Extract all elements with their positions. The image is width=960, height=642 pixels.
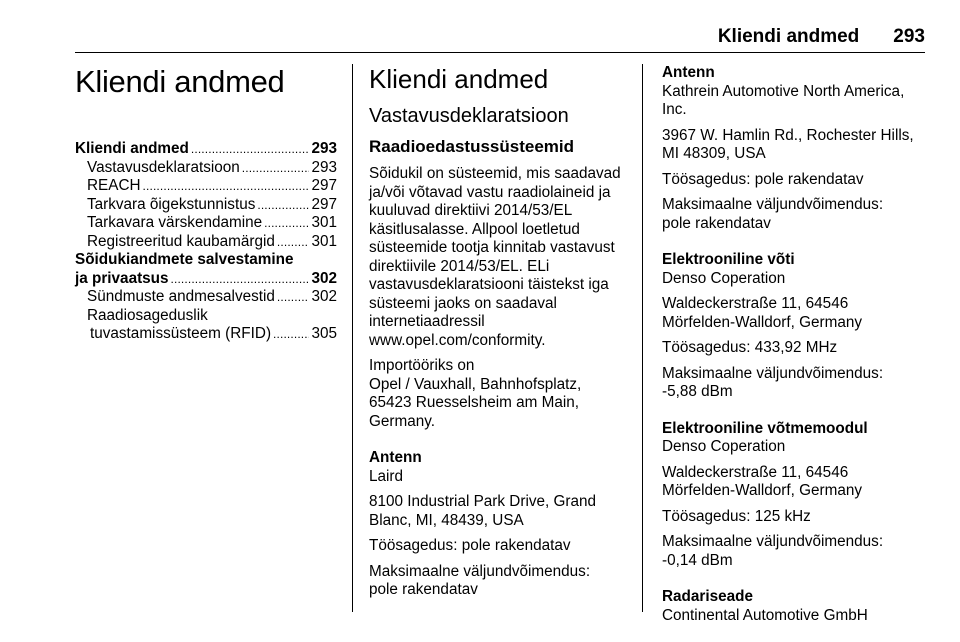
radar-maker: Continental Automotive GmbH <box>662 606 868 624</box>
toc-entry[interactable]: ja privaatsus . . . 302 <box>75 270 337 289</box>
antenna2-address: 3967 W. Hamlin Rd., Rochester Hills, MI 48309, USA <box>662 126 914 162</box>
key-power: Maksimaalne väljundvõimendus: -5,88 dBm <box>662 364 884 400</box>
chapter-title: Kliendi andmed <box>75 64 285 99</box>
toc-entry[interactable]: Tarkavara värskendamine . . . 301 <box>75 214 337 233</box>
right-column <box>662 64 932 632</box>
antenna2-band: Töösagedus: pole rakendatav <box>662 170 864 188</box>
conformity-link[interactable]: www.opel.com/conformity. <box>369 331 546 349</box>
antenna-maker: Laird <box>369 467 404 485</box>
antenna-power: Maksimaalne väljundvõimendus: pole rakendatav <box>369 562 591 598</box>
page-number: 293 <box>893 26 925 47</box>
key-module-address: Waldeckerstraße 11, 64546 Mörfelden-Walldorf, Germany <box>662 463 863 499</box>
column-divider <box>642 64 643 612</box>
toc-entry-line1[interactable]: Raadiosageduslik <box>87 306 208 324</box>
antenna2-power: Maksimaalne väljundvõimendus: pole rakendatav <box>662 196 884 232</box>
header-rule <box>75 52 925 53</box>
key-module-heading: Elektrooniline võtmemoodul <box>662 419 868 437</box>
radar-heading: Radariseade <box>662 588 753 605</box>
antenna-address: 8100 Industrial Park Drive, Grand Blanc, MI, 48439, USA <box>369 493 597 529</box>
key-module-power: Maksimaalne väljundvõimendus: -0,14 dBm <box>662 533 884 569</box>
antenna2-maker: Kathrein Automotive North America, Inc. <box>662 82 905 118</box>
running-header <box>75 26 925 48</box>
antenna-band: Töösagedus: pole rakendatav <box>369 537 571 554</box>
toc-entry[interactable]: tuvastamissüsteem (RFID) . . . 305 <box>75 325 337 344</box>
intro-paragraph: Sõidukil on süsteemid, mis saadavad ja/või võtavad vastu raadiolaineid ja kuuluvad direktiivi 2014/53/EL käsitlusalasse. Allpool loetletud süsteemide tootja kinnitab vastavust direktiivile 2014/53/EL. ELi vastavusdeklaratsiooni täistekst iga süsteemi jaoks on saadaval internetiaadressil www.opel.com/conformity. <box>369 165 631 350</box>
toc-entry[interactable]: Tarkvara õigekstunnistus . . . 297 <box>75 196 337 215</box>
importer-paragraph: Importööriks on Opel / Vauxhall, Bahnhofsplatz, 65423 Ruesselsheim am Main, Germany. <box>369 357 582 430</box>
section-main-title: Kliendi andmed <box>369 64 549 94</box>
column-divider <box>352 64 353 612</box>
key-address: Waldeckerstraße 11, 64546 Mörfelden-Walldorf, Germany <box>662 295 863 331</box>
key-module-maker: Denso Coperation <box>662 438 786 455</box>
toc-entry[interactable]: Kliendi andmed . . . 293 <box>75 140 337 159</box>
antenna-heading: Antenn <box>369 449 422 466</box>
antenna2-heading: Antenn <box>662 64 715 81</box>
toc-entry[interactable]: Vastavusdeklaratsioon . . . 293 <box>75 159 337 178</box>
toc-column <box>75 64 337 344</box>
key-heading: Elektrooniline võti <box>662 251 795 268</box>
toc-entry[interactable]: Registreeritud kaubamärgid . . . 301 <box>75 233 337 252</box>
toc-entry[interactable]: Sündmuste andmesalvestid . . . 302 <box>75 288 337 307</box>
running-header-title: Kliendi andmed <box>717 26 860 47</box>
key-band: Töösagedus: 433,92 MHz <box>662 339 838 356</box>
subsection-title: Raadioedastussüsteemid <box>369 137 575 156</box>
key-maker: Denso Coperation <box>662 269 786 287</box>
toc-entry[interactable]: REACH . . . 297 <box>75 177 337 196</box>
key-module-band: Töösagedus: 125 kHz <box>662 507 811 525</box>
toc-entry-line1[interactable]: Sõidukiandmete salvestamine <box>75 251 294 268</box>
middle-column <box>369 64 631 607</box>
section-title: Vastavusdeklaratsioon <box>369 105 569 127</box>
